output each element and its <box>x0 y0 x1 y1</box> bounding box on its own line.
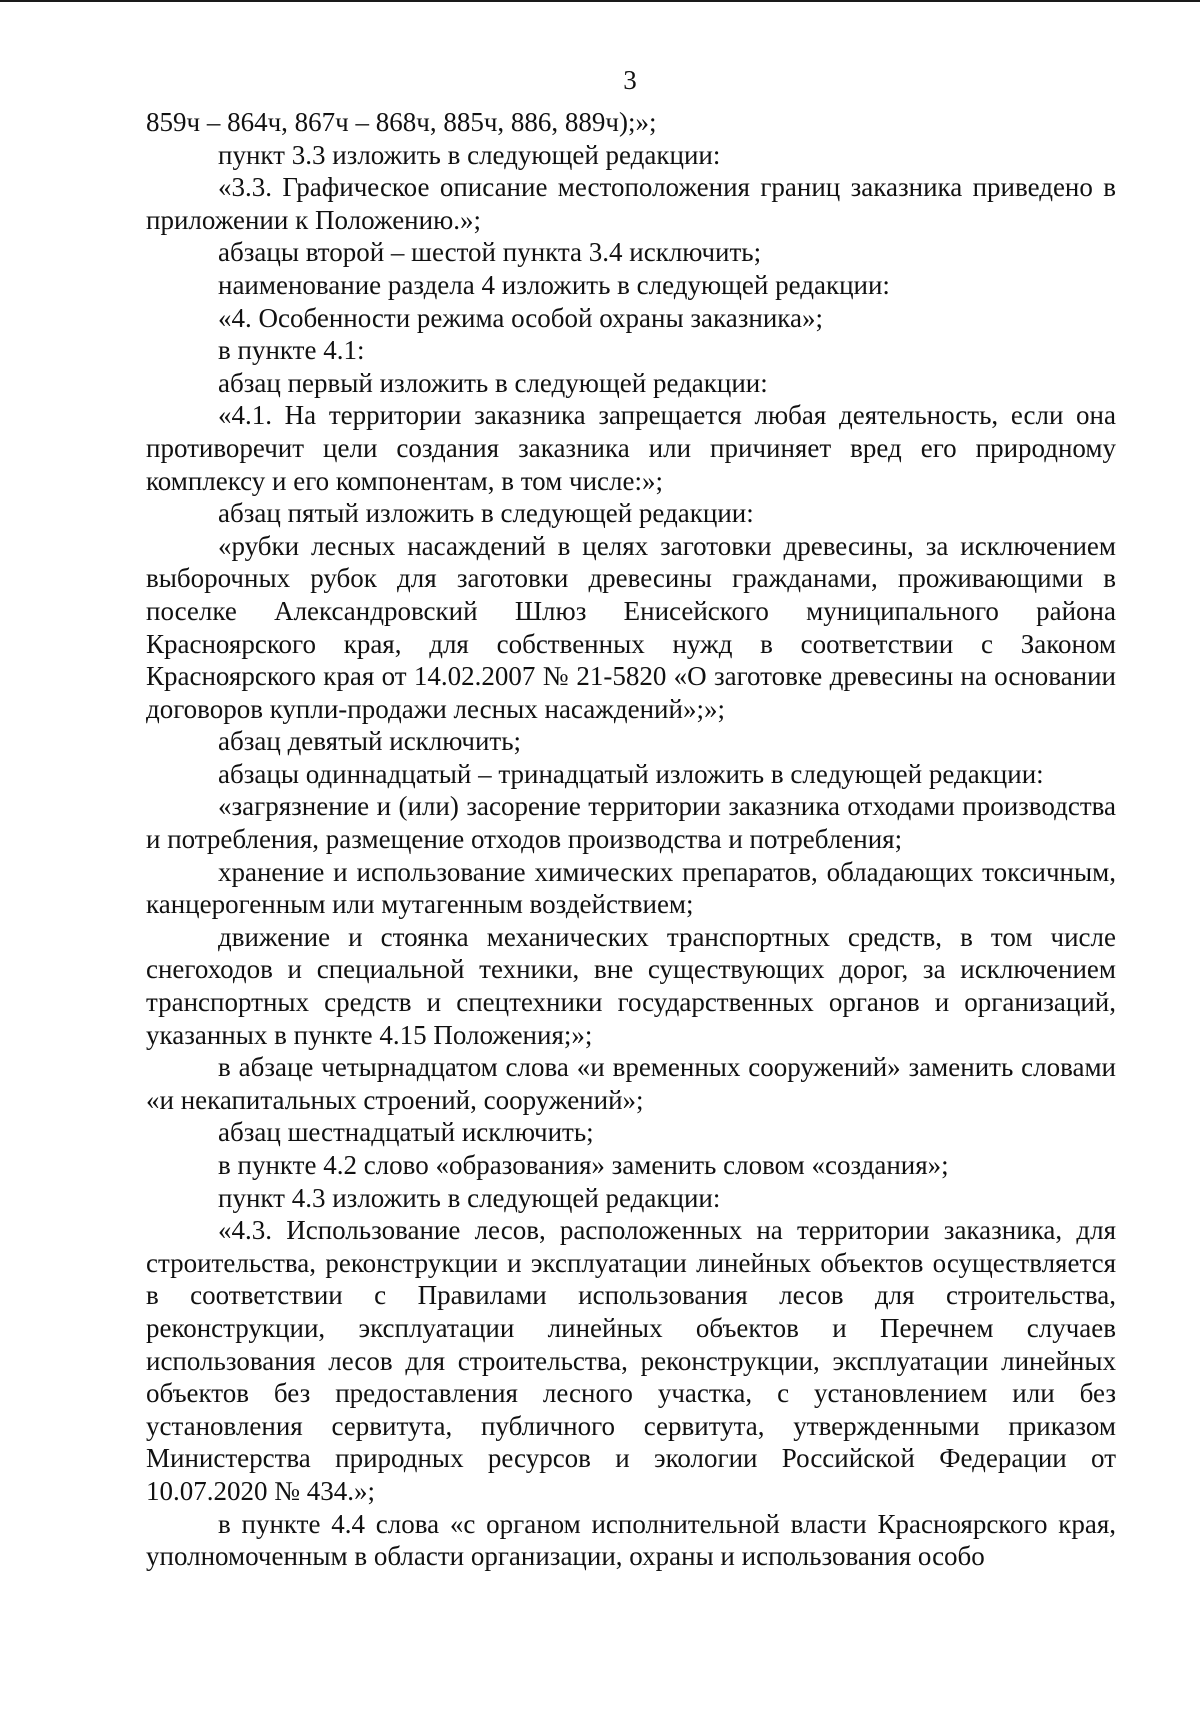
paragraph: в пункте 4.4 слова «с органом исполнительной власти Красноярского края, уполномоченным в области организации, охраны и использования особо <box>146 1508 1116 1572</box>
paragraph: наименование раздела 4 изложить в следующей редакции: <box>218 269 890 300</box>
top-border-line <box>0 0 1200 2</box>
paragraph-continuation: 859ч – 864ч, 867ч – 868ч, 885ч, 886, 889ч);»; <box>146 107 657 137</box>
paragraph: в пункте 4.2 слово «образования» заменить словом «создания»; <box>218 1150 949 1180</box>
paragraph: абзац первый изложить в следующей редакции: <box>218 367 768 398</box>
paragraph: пункт 3.3 изложить в следующей редакции: <box>218 139 721 170</box>
page-number: 3 <box>623 65 637 95</box>
paragraph: пункт 4.3 изложить в следующей редакции: <box>218 1182 721 1213</box>
paragraph: абзац пятый изложить в следующей редакции: <box>218 498 754 529</box>
paragraph: «4.3. Использование лесов, расположенных на территории заказника, для строительства, реконструкции и эксплуатации линейных объектов осуществляется в соответствии с Правилами использования лесов для строительства, реконструкции, эксплуатации линейных объектов и Перечнем случаев использования лесов для строительства, реконструкции, эксплуатации линейных объектов без предоставления лесного участка, с установлением или без установления сервитута, публичного сервитута, утвержденными приказом Министерства природных ресурсов и экологии Российской Федерации от 10.07.2020 № 434.»; <box>146 1215 1116 1506</box>
document-body <box>146 106 1116 1573</box>
paragraph: абзац шестнадцатый исключить; <box>218 1117 594 1148</box>
paragraph: «4. Особенности режима особой охраны заказника»; <box>218 302 823 333</box>
paragraph: хранение и использование химических препаратов, обладающих токсичным, канцерогенным или мутагенным воздействием; <box>146 856 1116 920</box>
paragraph: движение и стоянка механических транспортных средств, в том числе снегоходов и специальной техники, вне существующих дорог, за исключением транспортных средств и спецтехники государственных органов и организаций, указанных в пункте 4.15 Положения;»; <box>146 921 1116 1050</box>
paragraph: «4.1. На территории заказника запрещается любая деятельность, если она противоречит цели создания заказника или причиняет вред его природному комплексу и его компонентам, в том числе:»; <box>146 400 1116 496</box>
paragraph: «3.3. Графическое описание местоположения границ заказника приведено в приложении к Положению.»; <box>146 172 1116 235</box>
paragraph: «рубки лесных насаждений в целях заготовки древесины, за исключением выборочных рубок для заготовки древесины гражданами, проживающими в поселке Александровский Шлюз Енисейского муниципального района Красноярского края, для собственных нужд в соответствии с Законом Красноярского края от 14.02.2007 № 21-5820 «О заготовке древесины на основании договоров купли-продажи лесных насаждений»;»; <box>146 530 1116 724</box>
paragraph: «загрязнение и (или) засорение территории заказника отходами производства и потребления, размещение отходов производства и потребления; <box>146 791 1116 855</box>
paragraph: в абзаце четырнадцатом слова «и временных сооружений» заменить словами «и некапитальных строений, сооружений»; <box>146 1052 1116 1115</box>
paragraph: абзацы второй – шестой пункта 3.4 исключить; <box>218 237 762 268</box>
paragraph: абзацы одиннадцатый – тринадцатый изложить в следующей редакции: <box>218 758 1044 789</box>
paragraph: в пункте 4.1: <box>218 335 365 366</box>
paragraph: абзац девятый исключить; <box>218 726 522 757</box>
